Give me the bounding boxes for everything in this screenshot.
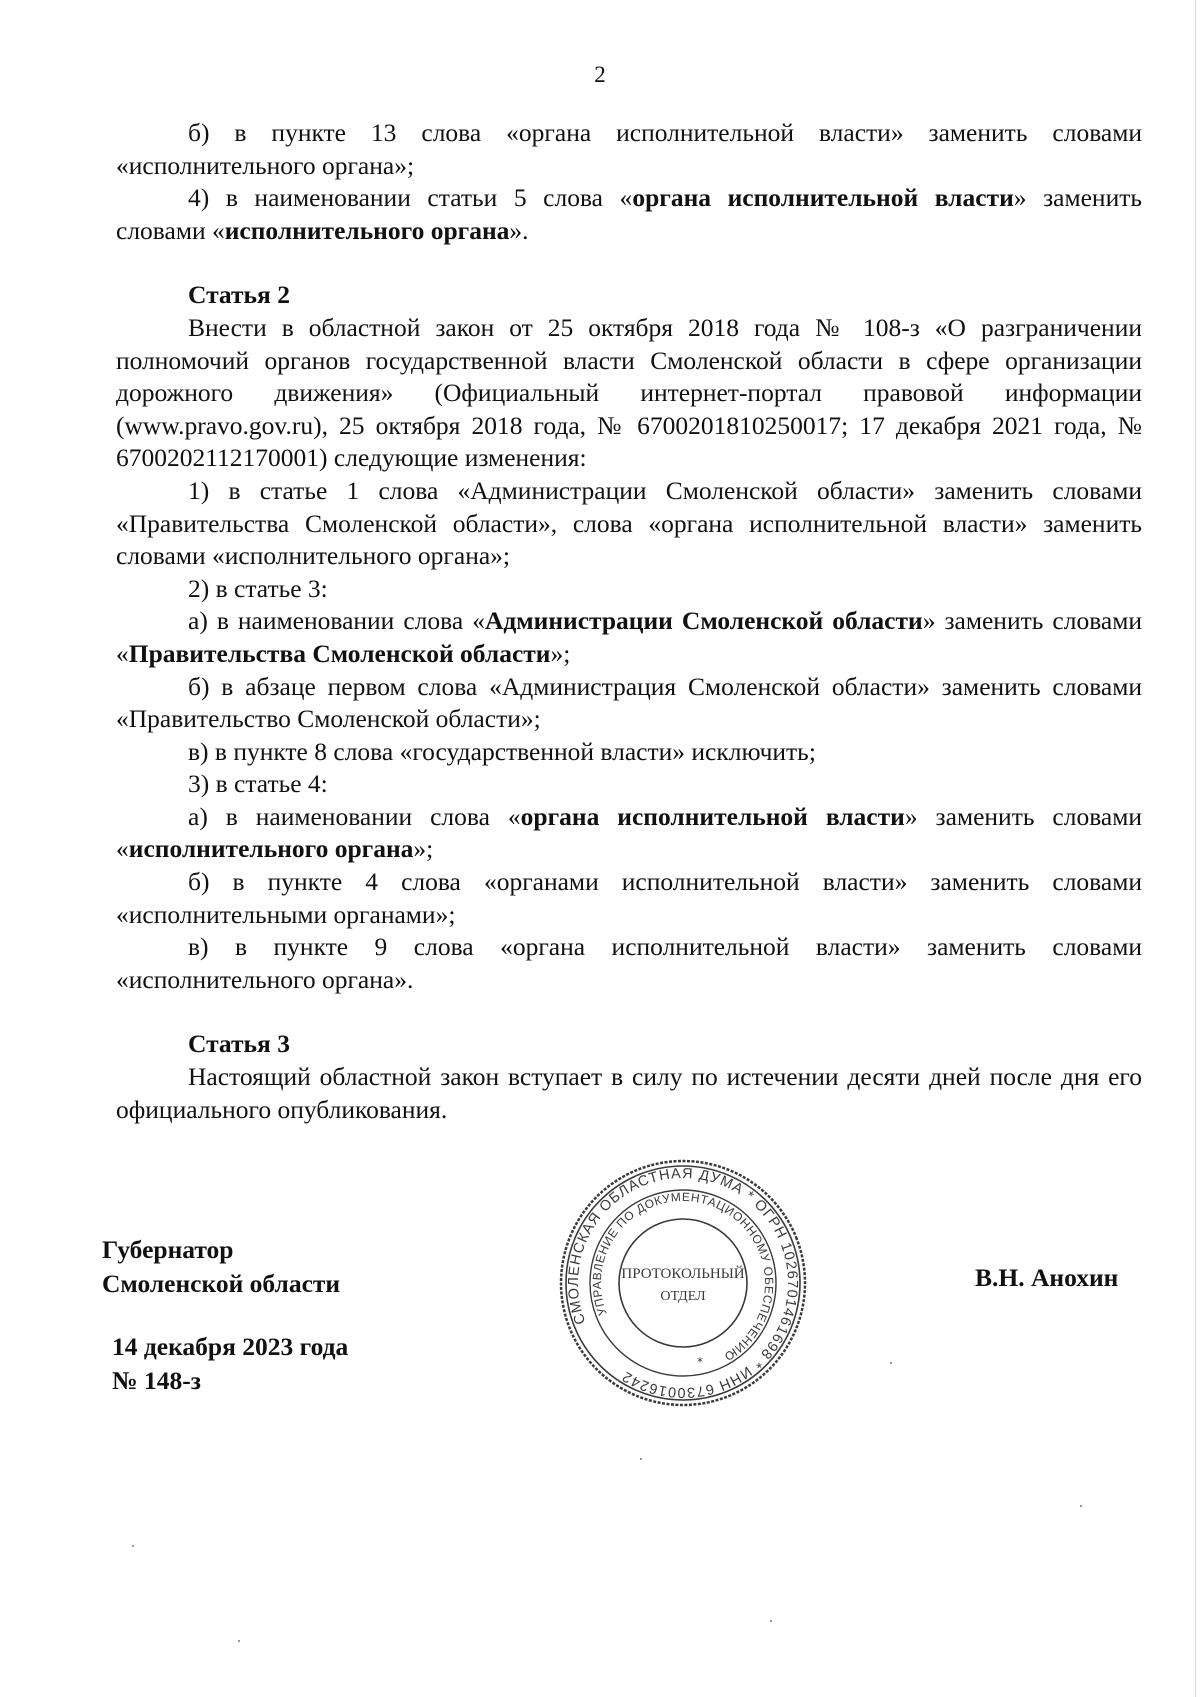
bold-text-segment: Администрации Смоленской области xyxy=(484,606,923,636)
text-segment: 2) в статье 3: xyxy=(188,573,328,603)
bold-text-segment: органа исполнительной власти xyxy=(632,183,1014,213)
text-segment: б) в абзаце первом слова «Администрация Смоленской области» заменить словами «Правительство Смоленской области»; xyxy=(116,671,1142,734)
scan-speck xyxy=(238,1640,240,1642)
text-segment: в) в пункте 8 слова «государственной власти» исключить; xyxy=(188,736,816,766)
text-segment: а) в наименовании слова « xyxy=(188,606,485,636)
law-number: № 148-з xyxy=(112,1366,201,1395)
scan-speck xyxy=(1080,1505,1082,1507)
signature-title-line1: Губернатор xyxy=(102,1235,234,1264)
seal-inner-text: УПРАВЛЕНИЕ ПО ДОКУМЕНТАЦИОННОМУ ОБЕСПЕЧЕНИЮ xyxy=(589,1189,777,1364)
signature-date-block xyxy=(112,1330,348,1398)
signature-title xyxy=(102,1233,340,1301)
text-segment: 4) в наименовании статьи 5 слова « xyxy=(188,183,633,213)
paragraph xyxy=(116,671,1142,736)
paragraph xyxy=(116,931,1142,996)
scan-speck xyxy=(132,1545,134,1547)
scan-edge-line xyxy=(1195,0,1196,1697)
paragraph xyxy=(116,801,1142,866)
bold-text-segment: исполнительного органа xyxy=(224,215,510,245)
paragraph xyxy=(116,312,1142,475)
text-segment: » заменить словами « xyxy=(116,606,1142,668)
seal-center-line1: ПРОТОКОЛЬНЫЙ xyxy=(621,1266,745,1282)
scan-speck xyxy=(770,1620,772,1622)
text-segment: Настоящий областной закон вступает в силу по истечении десяти дней после дня его официального опубликования. xyxy=(116,1062,1142,1124)
paragraph xyxy=(116,182,1142,247)
text-segment: » заменить словами « xyxy=(116,801,1143,864)
bold-text-segment: исполнительного органа xyxy=(128,834,414,864)
text-segment: а) в наименовании слова « xyxy=(188,801,521,831)
text-segment: в) в пункте 9 слова «органа исполнительной власти» заменить словами «исполнительного органа». xyxy=(116,932,1142,994)
document-body xyxy=(116,117,1142,1126)
seal-outer-text: СМОЛЕНСКАЯ ОБЛАСТНАЯ ДУМА * ОГРН 1026701461698 * ИНН 6730016242 xyxy=(565,1165,801,1401)
text-segment: ». xyxy=(509,215,529,245)
page-number: 2 xyxy=(594,62,606,87)
text-segment: » заменить словами « xyxy=(116,183,1142,245)
official-seal-stamp xyxy=(558,1158,808,1408)
text-segment: б) в пункте 4 слова «органами исполнительной власти» заменить словами «исполнительными органами»; xyxy=(116,867,1142,929)
article-heading xyxy=(116,279,1142,312)
paragraph xyxy=(116,475,1142,573)
text-segment: »; xyxy=(413,834,434,864)
paragraph xyxy=(116,768,1142,801)
paragraph xyxy=(116,736,1142,769)
text-segment: Внести в областной закон от 25 октября 2018 года № 108-з «О разграничении полномочий органов государственной власти Смоленской области в сфере организации дорожного движения» (Официальный интернет-портал правовой информации (www.pravo.gov.ru), 25 октября 2018 года, № 6700201810250017; 17 декабря 2021 года, № 6700202112170001) следующие изменения: xyxy=(116,312,1142,473)
text-segment: Статья 3 xyxy=(188,1029,290,1059)
text-segment: б) в пункте 13 слова «органа исполнительной власти» заменить словами «исполнительного органа»; xyxy=(116,118,1142,180)
article-heading xyxy=(116,1028,1142,1061)
text-segment: Статья 2 xyxy=(188,280,290,310)
scan-speck xyxy=(640,1458,642,1460)
seal-star-icon: * xyxy=(697,1355,703,1369)
bold-text-segment: Правительства Смоленской области xyxy=(128,638,551,668)
paragraph xyxy=(116,866,1142,931)
paragraph xyxy=(116,573,1142,606)
bold-text-segment: органа исполнительной власти xyxy=(520,801,905,831)
signature-name: В.Н. Анохин xyxy=(975,1263,1119,1292)
paragraph xyxy=(116,117,1142,182)
paragraph-spacer xyxy=(116,247,1142,279)
signature-title-line2: Смоленской области xyxy=(102,1269,341,1298)
paragraph xyxy=(116,1061,1142,1126)
text-segment: 3) в статье 4: xyxy=(188,769,328,799)
text-segment: 1) в статье 1 слова «Администрации Смоленской области» заменить словами «Правительства Смоленской области», слова «органа исполнительной власти» заменить словами «исполнительного органа»; xyxy=(116,475,1142,571)
scan-speck xyxy=(890,1362,892,1364)
paragraph-spacer xyxy=(116,996,1142,1028)
text-segment: »; xyxy=(550,638,571,668)
signature-date: 14 декабря 2023 года xyxy=(112,1332,349,1361)
seal-center-line2: ОТДЕЛ xyxy=(660,1289,706,1304)
paragraph xyxy=(116,605,1142,670)
